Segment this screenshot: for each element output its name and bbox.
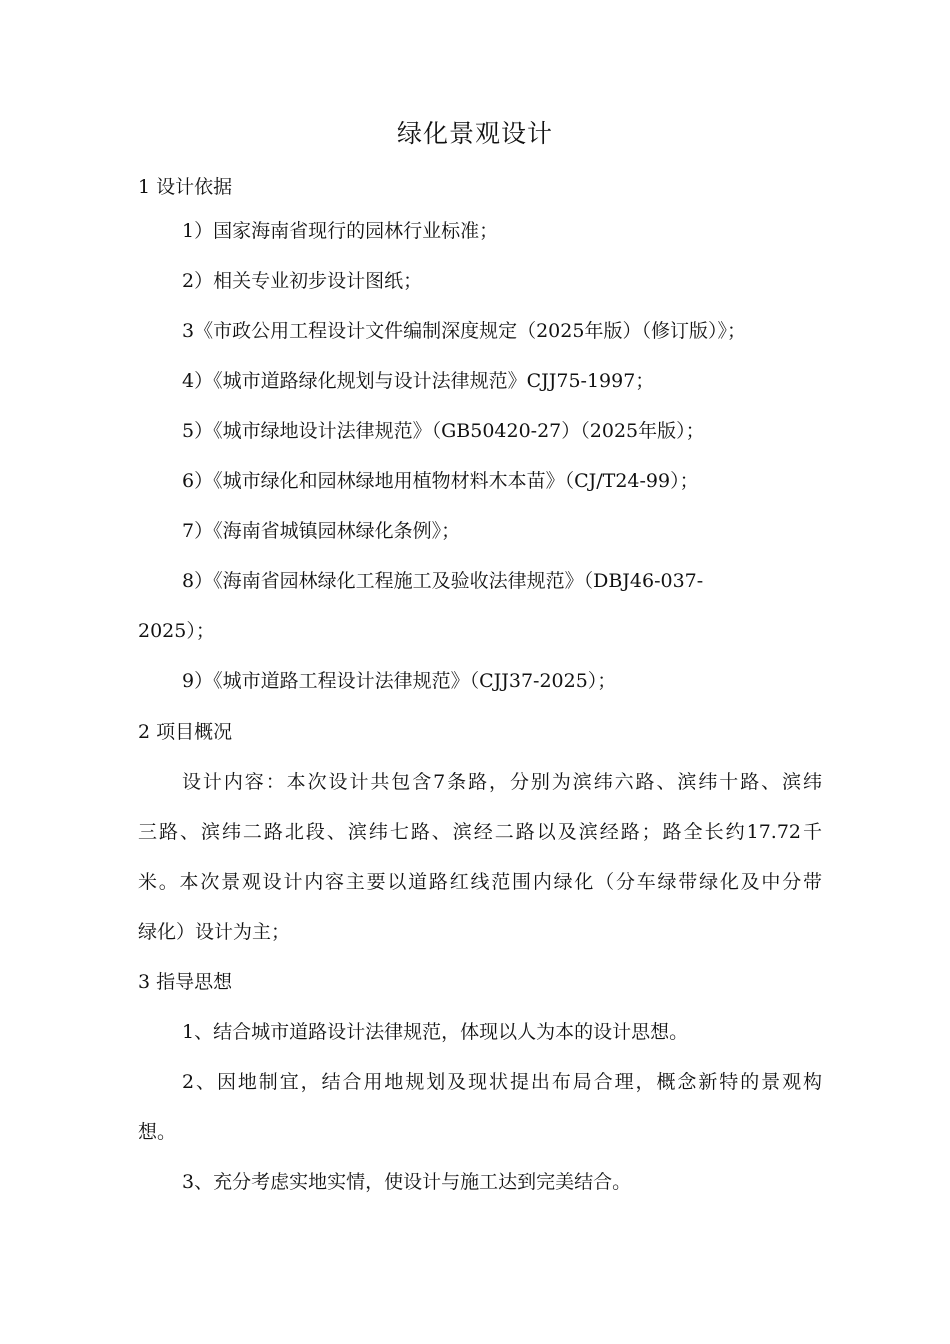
overview-line-4: 绿化）设计为主； xyxy=(138,921,291,943)
basis-item-6: 6）《城市绿化和园林绿地用植物材料木本苗》（CJ/T24-99）； xyxy=(182,470,699,492)
guiding-item-1: 1、结合城市道路设计法律规范，体现以人为本的设计思想。 xyxy=(182,1021,689,1043)
basis-item-5: 5）《城市绿地设计法律规范》（GB50420-27）（2025年版）； xyxy=(182,420,705,442)
overview-line-3: 米。本次景观设计内容主要以道路红线范围内绿化（分车绿带绿化及中分带 xyxy=(138,871,822,893)
overview-line-1: 设计内容：本次设计共包含7条路，分别为滨纬六路、滨纬十路、滨纬 xyxy=(182,771,822,793)
basis-item-4: 4）《城市道路绿化规划与设计法律规范》CJJ75-1997； xyxy=(182,370,655,392)
basis-item-8-continued: 2025）； xyxy=(138,620,215,642)
guiding-item-2-continued: 想。 xyxy=(138,1121,177,1143)
basis-item-2: 2）相关专业初步设计图纸； xyxy=(182,270,423,292)
guiding-item-3: 3、充分考虑实地实情，使设计与施工达到完美结合。 xyxy=(182,1171,632,1193)
basis-item-3: 3《市政公用工程设计文件编制深度规定（2025年版）（修订版）》； xyxy=(182,320,746,342)
section-heading-overview: 2 项目概况 xyxy=(138,721,233,743)
section-heading-basis: 1 设计依据 xyxy=(138,176,233,198)
guiding-item-2: 2、因地制宜，结合用地规划及现状提出布局合理，概念新特的景观构 xyxy=(182,1071,822,1093)
basis-item-8: 8）《海南省园林绿化工程施工及验收法律规范》（DBJ46-037- xyxy=(182,570,704,592)
section-heading-guiding-thoughts: 3 指导思想 xyxy=(138,971,233,993)
overview-line-2: 三路、滨纬二路北段、滨纬七路、滨经二路以及滨经路；路全长约17.72千 xyxy=(138,821,822,843)
basis-item-7: 7）《海南省城镇园林绿化条例》； xyxy=(182,520,461,542)
basis-item-9: 9）《城市道路工程设计法律规范》（CJJ37-2025）； xyxy=(182,670,617,692)
basis-item-1: 1）国家海南省现行的园林行业标准； xyxy=(182,220,499,242)
page-title: 绿化景观设计 xyxy=(396,119,553,148)
